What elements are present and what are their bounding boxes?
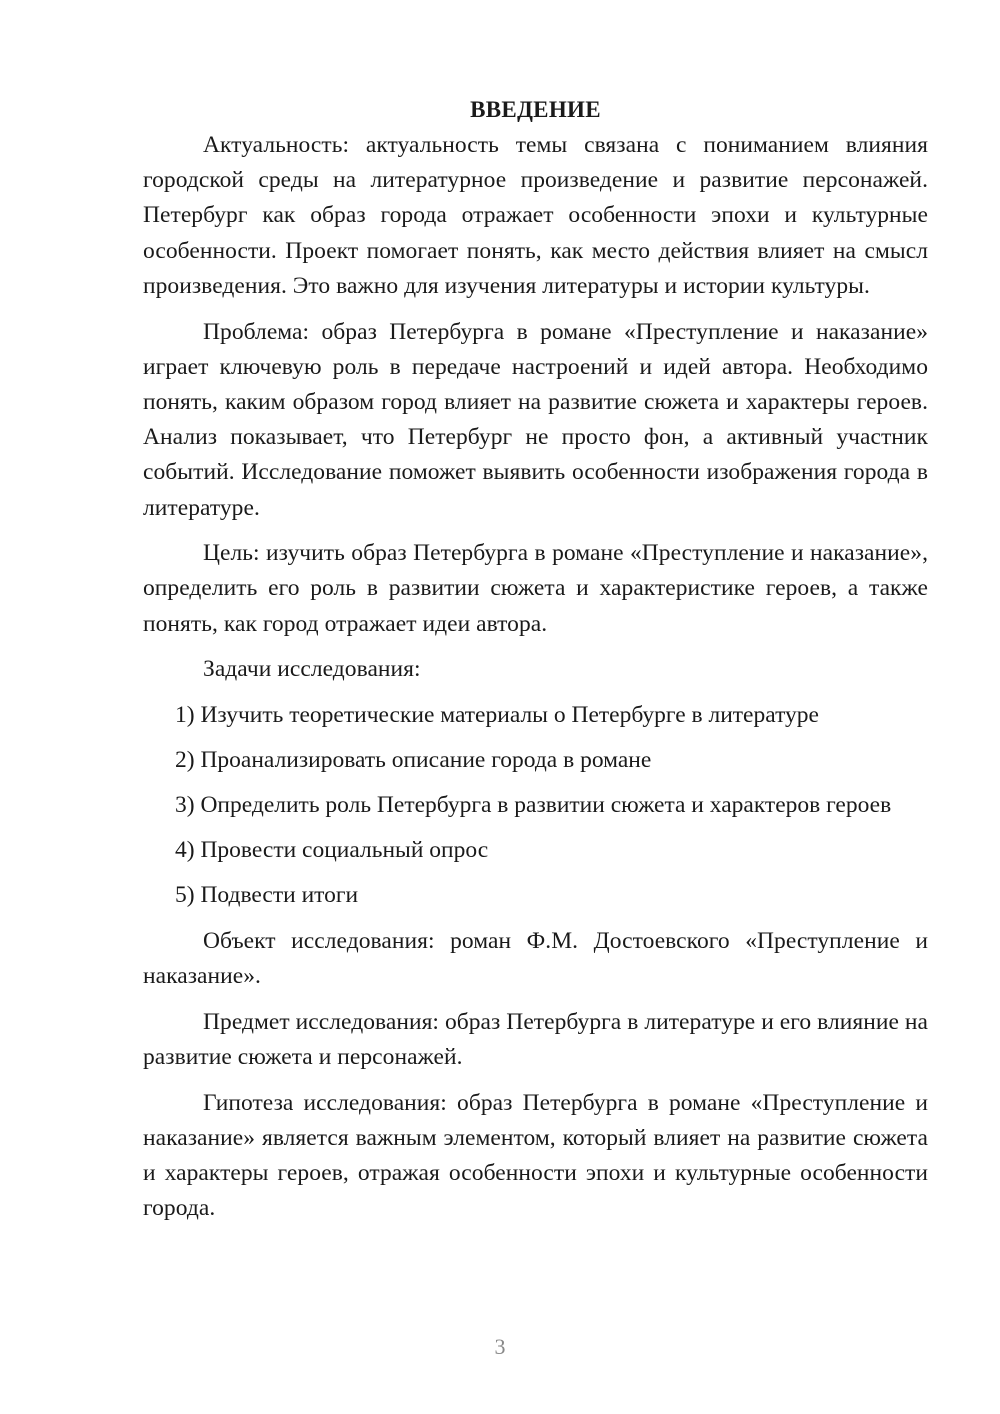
task-item-5: 5) Подвести итоги: [175, 882, 359, 909]
task-item-2: 2) Проанализировать описание города в романе: [175, 746, 652, 773]
document-page: [143, 92, 928, 1227]
task-item-1: 1) Изучить теоретические материалы о Петербурге в литературе: [175, 701, 819, 728]
section-heading: ВВЕДЕНИЕ: [470, 97, 601, 122]
task-item-4: 4) Провести социальный опрос: [175, 837, 489, 864]
tasks-title: Задачи исследования:: [203, 656, 421, 683]
goal-paragraph: Цель: изучить образ Петербурга в романе «Преступление и наказание», определить его роль в развитии сюжета и характеристике героев, а также понять, как город отражает идеи автора.: [143, 540, 928, 637]
hypothesis-paragraph: Гипотеза исследования: образ Петербурга в романе «Преступление и наказание» является важным элементом, который влияет на развитие сюжета и характеры героев, отражая особенности эпохи и культурные особенности города.: [143, 1089, 928, 1222]
page-number: 3: [494, 1334, 506, 1359]
subject-paragraph: Предмет исследования: образ Петербурга в литературе и его влияние на развитие сюжета и персонажей.: [143, 1008, 928, 1071]
problem-paragraph: Проблема: образ Петербурга в романе «Преступление и наказание» играет ключевую роль в передаче настроений и идей автора. Необходимо понять, каким образом город влияет на развитие сюжета и характеры героев. Анализ показывает, что Петербург не просто фон, а активный участник событий. Исследование поможет выявить особенности изображения города в литературе.: [143, 318, 928, 521]
object-paragraph: Объект исследования: роман Ф.М. Достоевского «Преступление и наказание».: [143, 928, 928, 990]
relevance-paragraph: Актуальность: актуальность темы связана с пониманием влияния городской среды на литературное произведение и развитие персонажей. Петербург как образ города отражает особенности эпохи и культурные особенности. Проект помогает понять, как место действия влияет на смысл произведения. Это важно для изучения литературы и истории культуры.: [143, 132, 928, 299]
task-item-3: 3) Определить роль Петербурга в развитии сюжета и характеров героев: [175, 791, 892, 818]
